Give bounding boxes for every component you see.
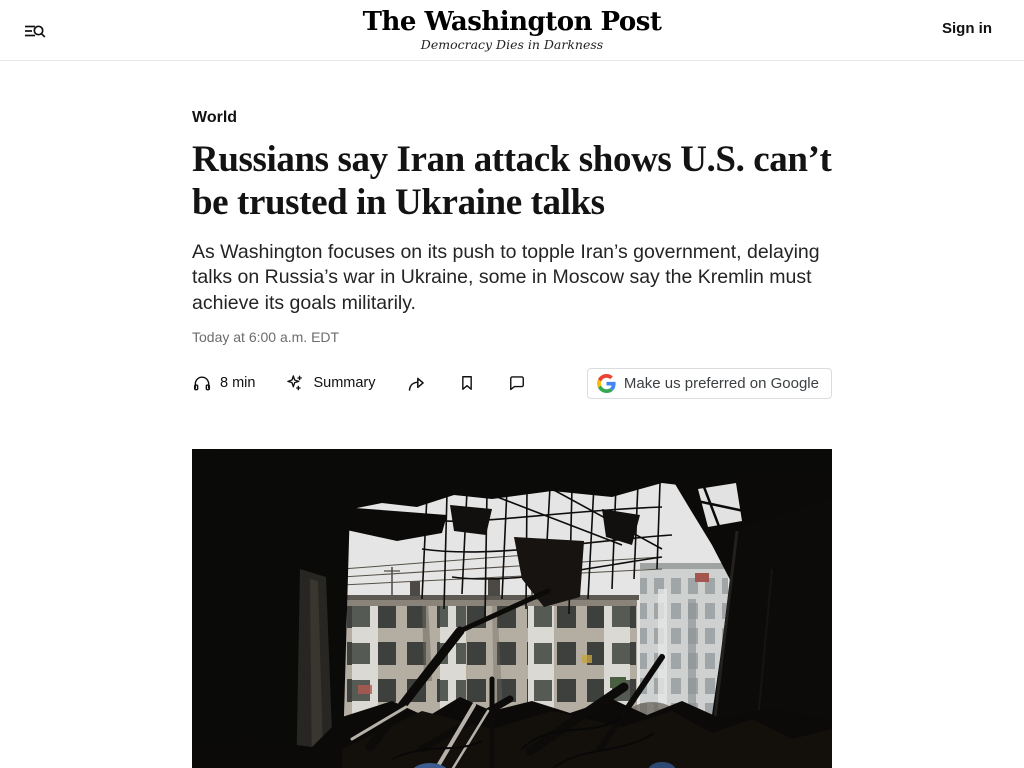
site-header xyxy=(0,0,1024,61)
summary-label: Summary xyxy=(313,375,376,392)
share-button[interactable] xyxy=(406,373,427,394)
article-subheadline: As Washington focuses on its push to topple Iran’s government, delaying talks on Russia’s war in Ukraine, some in Moscow say the Kremlin must achieve its goals militarily. xyxy=(192,240,820,315)
listen-duration-label: 8 min xyxy=(220,375,256,392)
summary-button[interactable] xyxy=(285,373,375,393)
google-preferred-label: Make us preferred on Google xyxy=(623,374,819,392)
menu-search-icon xyxy=(22,18,48,44)
hero-image-illustration xyxy=(192,449,832,768)
share-icon xyxy=(406,373,427,394)
sparkle-icon xyxy=(285,373,305,393)
article xyxy=(192,61,832,768)
masthead-title: The Washington Post xyxy=(362,7,662,37)
bookmark-icon xyxy=(457,373,477,393)
comment-icon xyxy=(507,373,527,393)
listen-button[interactable] xyxy=(192,373,255,393)
article-timestamp: Today at 6:00 a.m. EDT xyxy=(192,328,340,345)
menu-search-button[interactable] xyxy=(22,18,48,44)
save-button[interactable] xyxy=(457,373,477,393)
comments-button[interactable] xyxy=(507,373,527,393)
google-preferred-button[interactable] xyxy=(587,368,832,399)
sign-in-button[interactable]: Sign in xyxy=(942,20,992,37)
section-kicker-link[interactable]: World xyxy=(192,109,238,126)
article-toolbar xyxy=(192,368,832,399)
masthead-logo[interactable] xyxy=(363,8,662,52)
headphones-icon xyxy=(192,373,212,393)
hero-image xyxy=(192,449,832,768)
article-page xyxy=(0,61,1024,768)
google-g-icon xyxy=(597,374,616,393)
masthead-tagline: Democracy Dies in Darkness xyxy=(420,37,604,52)
article-headline: Russians say Iran attack shows U.S. can’t be trusted in Ukraine talks xyxy=(192,139,832,224)
